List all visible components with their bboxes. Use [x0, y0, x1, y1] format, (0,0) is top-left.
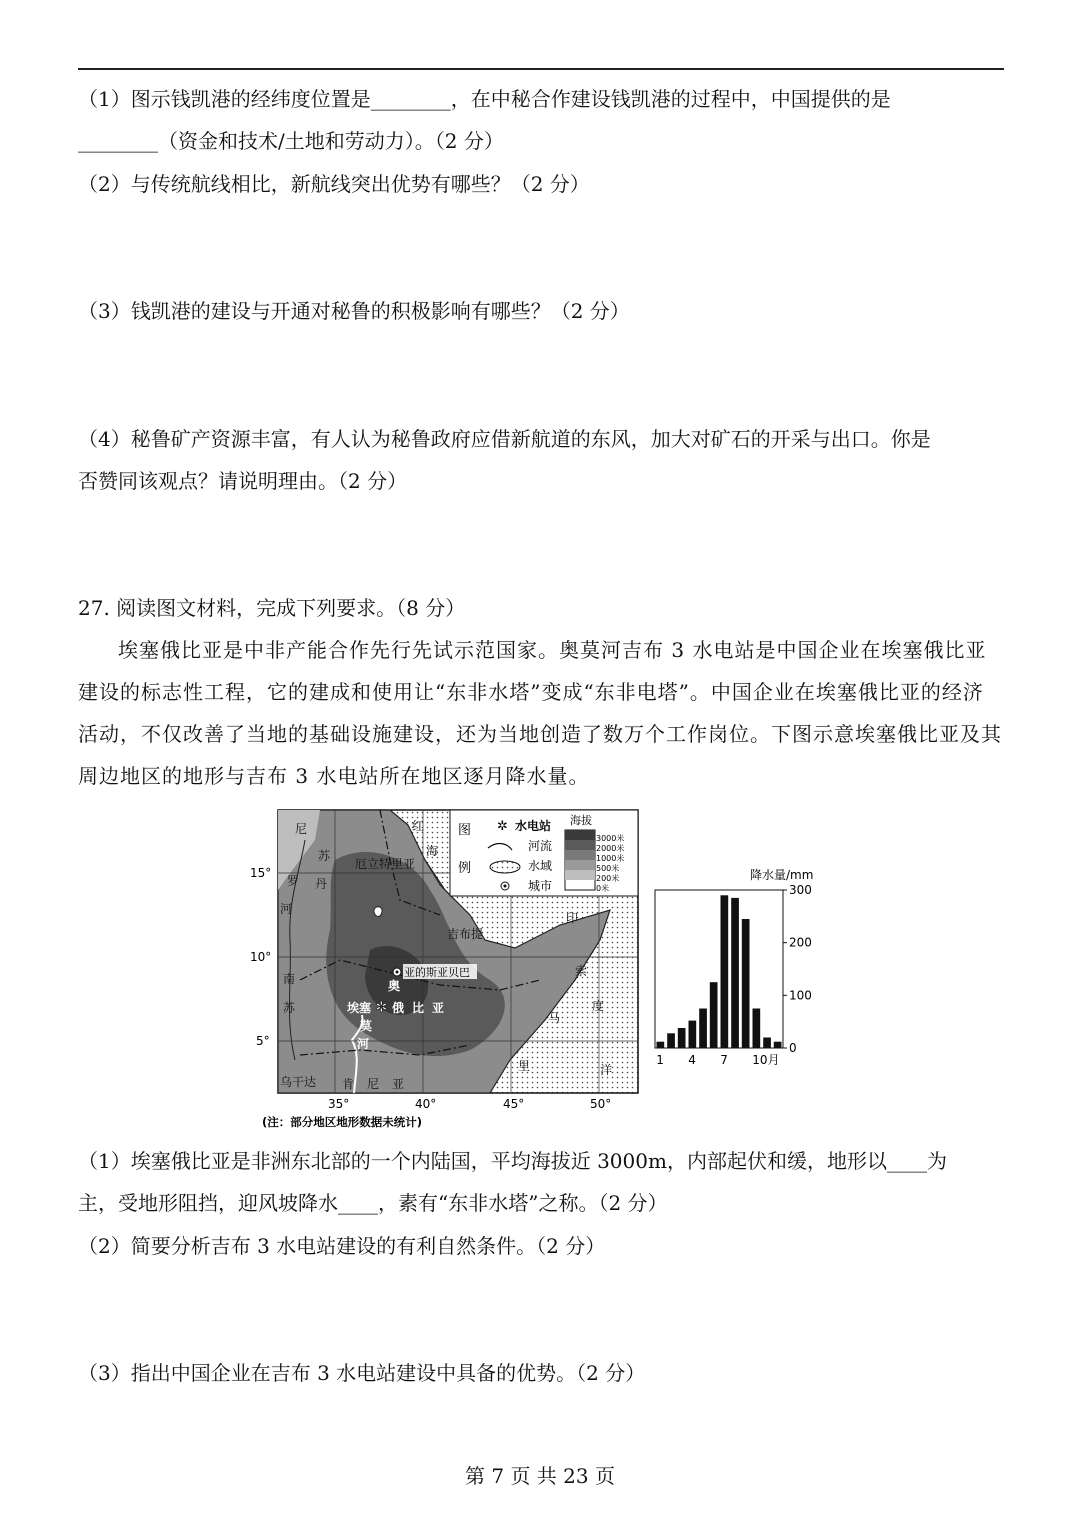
precip-bar-month-9: [742, 919, 750, 1048]
precip-bar-month-8: [731, 898, 739, 1048]
topographic-map: [250, 810, 638, 1111]
label-indian-3: 洋: [600, 1063, 613, 1077]
precip-bar-month-2: [667, 1033, 675, 1048]
precip-bar-month-4: [689, 1021, 697, 1048]
precip-bar-month-5: [699, 1009, 707, 1049]
label-omo-2: 莫: [360, 1019, 373, 1033]
label-ethiopia-2: 俄: [392, 1001, 405, 1015]
question-3: （3）钱凯港的建设与开通对秘鲁的积极影响有哪些？（2 分）: [78, 299, 630, 323]
elev-2000: 2000米: [596, 844, 625, 853]
q27-1-line-2: 主，受地形阻挡，迎风坡降水____，素有“东非水塔”之称。（2 分）: [78, 1191, 668, 1215]
legend-water: 水域: [528, 859, 553, 873]
label-eritrea: 厄立特里亚: [355, 857, 416, 871]
label-south-1: 南: [283, 972, 296, 986]
elev-0: 0米: [596, 884, 610, 893]
water-legend-icon: [490, 861, 520, 873]
elevation-title: 海拔: [570, 814, 592, 827]
label-nile-2: 苏: [318, 849, 331, 863]
precip-bar-month-1: [657, 1042, 665, 1048]
q27-1-line-1: （1）埃塞俄比亚是非洲东北部的一个内陆国，平均海拔近 3000m，内部起伏和缓，地形以____为: [78, 1149, 947, 1173]
precip-bar-month-11: [763, 1038, 771, 1049]
label-somalia-1: 索: [575, 964, 588, 978]
q27-3: （3）指出中国企业在吉布 3 水电站建设中具备的优势。（2 分）: [78, 1361, 646, 1385]
label-djibouti: 吉布提: [447, 927, 484, 941]
map-note: (注：部分地区地形数据未统计): [262, 1115, 423, 1129]
label-somalia-3: 里: [518, 1059, 531, 1073]
label-addis-ababa: 亚的斯亚贝巴: [404, 966, 470, 979]
question-27-passage: 埃塞俄比亚是中非产能合作先行先试示范国家。奥莫河吉布 3 水电站是中国企业在埃塞俄比亚建设的标志性工程，它的建成和使用让“东非水塔”变成“东非电塔”。中国企业在埃塞俄比亚的经济活动，不仅改善了当地的基础设施建设，还为当地创造了数万个工作岗位。下图示意埃塞俄比亚及其周边地区的地形与吉布 3 水电站所在地区逐月降水量。: [78, 638, 1002, 788]
y-tick-label: 300: [789, 883, 812, 897]
chart-frame: [655, 890, 783, 1048]
question-4-line-2: 否赞同该观点？请说明理由。（2 分）: [78, 469, 408, 493]
elev-500: 500米: [596, 864, 620, 873]
city-legend-icon-dot: [504, 885, 507, 888]
lon-50: 50°: [590, 1097, 612, 1111]
figure: [240, 800, 840, 1135]
legend-city: 城市: [528, 879, 553, 893]
lon-45: 45°: [503, 1097, 525, 1111]
label-river: 河: [280, 902, 293, 916]
figure-svg: [240, 800, 840, 1135]
precip-bar-month-3: [678, 1028, 686, 1048]
elev-1000: 1000米: [596, 854, 625, 863]
precip-bar-month-6: [710, 982, 718, 1048]
precip-bar-month-7: [721, 895, 729, 1048]
lon-35: 35°: [328, 1097, 350, 1111]
legend-river: 河流: [528, 839, 553, 853]
legend-title-1: 图: [458, 823, 472, 838]
label-ethiopia-1: 埃塞: [347, 1001, 372, 1015]
lake-tana: [374, 907, 382, 917]
question-4-line-1: （4）秘鲁矿产资源丰富，有人认为秘鲁政府应借新航道的东风，加大对矿石的开采与出口。你是: [78, 427, 931, 451]
label-ethiopia-3: 比: [412, 1001, 425, 1015]
label-indian-1: 印: [566, 911, 579, 925]
label-omo-1: 奥: [388, 979, 401, 993]
x-tick-label: 1: [656, 1053, 664, 1067]
label-south-2: 苏: [283, 1001, 296, 1015]
label-red-sea-2: 海: [426, 844, 439, 858]
precip-bar-month-10: [753, 1009, 761, 1049]
elev-200: 200米: [596, 874, 620, 883]
lat-5: 5°: [256, 1034, 270, 1048]
y-tick-label: 0: [789, 1041, 797, 1055]
question-2: （2）与传统航线相比，新航线突出优势有哪些？（2 分）: [78, 172, 590, 196]
label-nile-1: 尼: [295, 822, 308, 836]
header-rule: [78, 68, 1004, 70]
label-kenya-2: 尼: [367, 1077, 380, 1091]
chart-title: 降水量/mm: [750, 868, 814, 882]
lon-40: 40°: [415, 1097, 437, 1111]
legend-hydropower: 水电站: [515, 819, 552, 833]
elev-3000: 3000米: [596, 834, 625, 843]
x-tick-label: 10月: [752, 1053, 780, 1067]
lat-10: 10°: [250, 950, 272, 964]
y-tick-label: 200: [789, 935, 812, 950]
label-somalia-2: 马: [548, 1011, 561, 1025]
page-footer: 第 7 页 共 23 页: [465, 1464, 615, 1488]
question-27-title: 27. 阅读图文材料，完成下列要求。（8 分）: [78, 596, 466, 620]
q27-2: （2）简要分析吉布 3 水电站建设的有利自然条件。（2 分）: [78, 1234, 606, 1258]
lat-15: 15°: [250, 866, 272, 880]
legend-title-2: 例: [458, 861, 472, 876]
question-1-line-2: ________（资金和技术/土地和劳动力）。（2 分）: [78, 129, 504, 153]
label-red-sea-1: 红: [412, 819, 425, 833]
y-tick-label: 100: [789, 988, 812, 1003]
hydropower-legend-icon: ✲: [497, 819, 508, 834]
precip-bar-month-12: [774, 1042, 782, 1048]
label-nile-3: 丹: [315, 877, 328, 891]
label-ethiopia-4: 亚: [432, 1001, 445, 1015]
label-kenya-3: 亚: [392, 1077, 405, 1091]
x-tick-label: 4: [688, 1053, 696, 1067]
label-uganda: 乌干达: [280, 1075, 317, 1089]
label-omo-3: 河: [357, 1037, 370, 1051]
label-luo: 罗: [287, 874, 300, 888]
label-kenya-1: 肯: [342, 1077, 355, 1091]
label-indian-2: 度: [592, 999, 605, 1013]
precipitation-chart: [655, 867, 813, 1067]
x-tick-label: 7: [720, 1053, 728, 1067]
question-1-line-1: （1）图示钱凯港的经纬度位置是________，在中秘合作建设钱凯港的过程中，中国提供的是: [78, 87, 891, 111]
gibe3-hydropower-icon: ✲: [375, 998, 388, 1016]
